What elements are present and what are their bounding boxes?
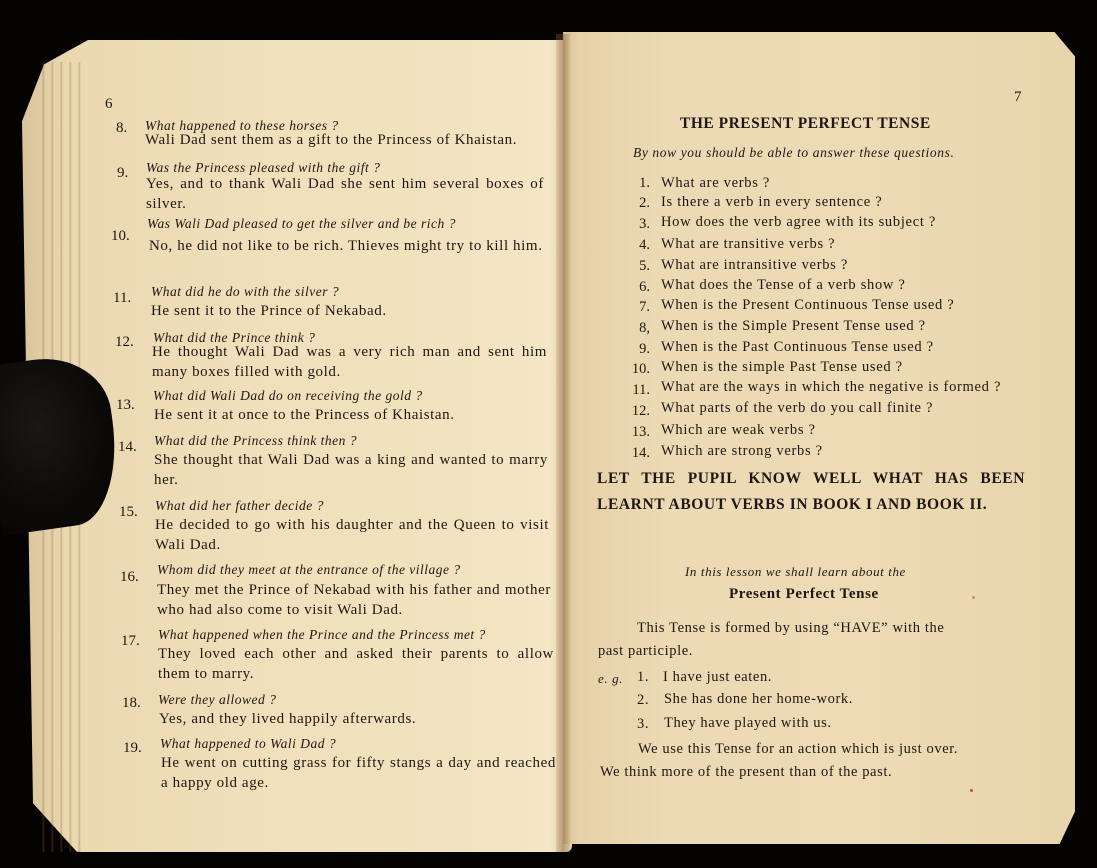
question-number: 5. [639, 258, 650, 274]
question-text: When is the simple Past Tense used ? [661, 359, 903, 375]
question-text: When is the Present Continuous Tense used ? [661, 297, 955, 313]
answer-text: They loved each other and asked their parents to allow them to marry. [158, 646, 554, 682]
item-number: 8. [116, 120, 128, 136]
usage-text-line2: We think more of the present than of the past. [600, 764, 893, 780]
question-text: Is there a verb in every sentence ? [661, 194, 883, 210]
question-text: What did the Prince think ? [153, 330, 316, 345]
right-page-number: 7 [1014, 89, 1022, 105]
ink-speck [972, 596, 975, 599]
question-number: 6. [639, 279, 650, 295]
question-number: 4. [639, 237, 650, 253]
question-number: 14. [631, 445, 650, 461]
answer-text: Wali Dad sent them as a gift to the Princess of Khaistan. [145, 132, 518, 148]
item-number: 9. [117, 165, 129, 181]
question-text: Was Wali Dad pleased to get the silver and be rich ? [147, 216, 456, 231]
question-text: What are the ways in which the negative is formed ? [661, 379, 1002, 395]
question-text: When is the Past Continuous Tense used ? [661, 339, 934, 355]
answer-text: He decided to go with his daughter and the Queen to visit Wali Dad. [155, 517, 549, 553]
lesson-intro: In this lesson we shall learn about the [685, 564, 906, 579]
question-text: Which are strong verbs ? [661, 443, 823, 459]
answer-text: He went on cutting grass for fifty stangs a day and reached a happy old age. [161, 755, 556, 791]
answer-text: He sent it to the Prince of Nekabad. [151, 303, 387, 319]
question-text: What happened when the Prince and the Princess met ? [158, 627, 486, 642]
question-number: 3. [639, 216, 650, 232]
question-number: 10. [631, 361, 650, 377]
answer-text: He thought Wali Dad was a very rich man and sent him many boxes filled with gold. [152, 344, 547, 380]
question-text: Was the Princess pleased with the gift ? [146, 160, 381, 175]
formation-text-line1: This Tense is formed by using “HAVE” with the [637, 620, 945, 636]
question-number: 7. [639, 299, 650, 315]
question-number: 9. [639, 341, 650, 357]
question-text: Which are weak verbs ? [661, 422, 816, 438]
example-number: 3. [637, 716, 650, 732]
question-number: 12. [631, 403, 650, 419]
book-gutter [556, 34, 570, 852]
item-number: 13. [116, 397, 135, 413]
question-text: How does the verb agree with its subject ? [661, 214, 937, 230]
question-text: Whom did they meet at the entrance of the village ? [157, 562, 461, 577]
question-number: 11. [632, 382, 650, 398]
item-number: 12. [115, 334, 134, 350]
page-subtitle: By now you should be able to answer these questions. [633, 145, 955, 160]
question-text: What did Wali Dad do on receiving the gold ? [153, 388, 423, 403]
answer-text: Yes, and they lived happily afterwards. [159, 711, 417, 727]
teacher-note: LET THE PUPIL KNOW WELL WHAT HAS BEEN LEARNT ABOUT VERBS IN BOOK I AND BOOK II. [597, 470, 1025, 513]
item-number: 14. [118, 439, 137, 455]
example-text: They have played with us. [664, 715, 832, 731]
question-text: What are verbs ? [661, 175, 771, 191]
item-number: 15. [119, 504, 138, 520]
question-text: What did he do with the silver ? [151, 284, 340, 299]
question-text: What did her father decide ? [155, 498, 324, 513]
question-number: 1. [639, 175, 650, 191]
left-page-number: 6 [105, 96, 113, 112]
item-number: 10. [111, 228, 130, 244]
question-text: When is the Simple Present Tense used ? [661, 318, 926, 334]
question-number: 2. [639, 195, 650, 211]
item-number: 19. [123, 740, 142, 756]
question-text: Were they allowed ? [158, 692, 277, 707]
answer-text: No, he did not like to be rich. Thieves might try to kill him. [149, 238, 543, 254]
question-number: 13. [631, 424, 650, 440]
answer-text: She thought that Wali Dad was a king and wanted to marry her. [154, 452, 548, 488]
question-number: 8, [639, 320, 650, 336]
item-number: 17. [121, 633, 140, 649]
question-text: What did the Princess think then ? [154, 433, 357, 448]
example-number: 2. [637, 692, 650, 708]
answer-text: They met the Prince of Nekabad with his father and mother who had also come to visit Wali Dad. [157, 582, 551, 618]
item-number: 16. [120, 569, 139, 585]
question-text: What parts of the verb do you call finite ? [661, 400, 934, 416]
ink-speck [970, 789, 973, 792]
eg-label: e. g. [598, 671, 624, 686]
answer-text: He sent it at once to the Princess of Khaistan. [154, 407, 455, 423]
answer-text: Yes, and to thank Wali Dad she sent him several boxes of silver. [146, 176, 544, 212]
usage-text-line1: We use this Tense for an action which is just over. [638, 741, 959, 757]
item-number: 11. [113, 290, 132, 306]
item-number: 18. [122, 695, 141, 711]
question-text: What are transitive verbs ? [661, 236, 836, 252]
example-text: She has done her home-work. [664, 691, 853, 707]
question-text: What happened to these horses ? [145, 118, 339, 133]
page-title: THE PRESENT PERFECT TENSE [680, 115, 931, 132]
question-text: What happened to Wali Dad ? [160, 736, 337, 751]
example-text: I have just eaten. [663, 669, 773, 685]
lesson-title: Present Perfect Tense [729, 586, 879, 602]
example-number: 1. [637, 669, 650, 685]
formation-text-line2: past participle. [598, 643, 693, 659]
question-text: What does the Tense of a verb show ? [661, 277, 906, 293]
question-text: What are intransitive verbs ? [661, 257, 848, 273]
